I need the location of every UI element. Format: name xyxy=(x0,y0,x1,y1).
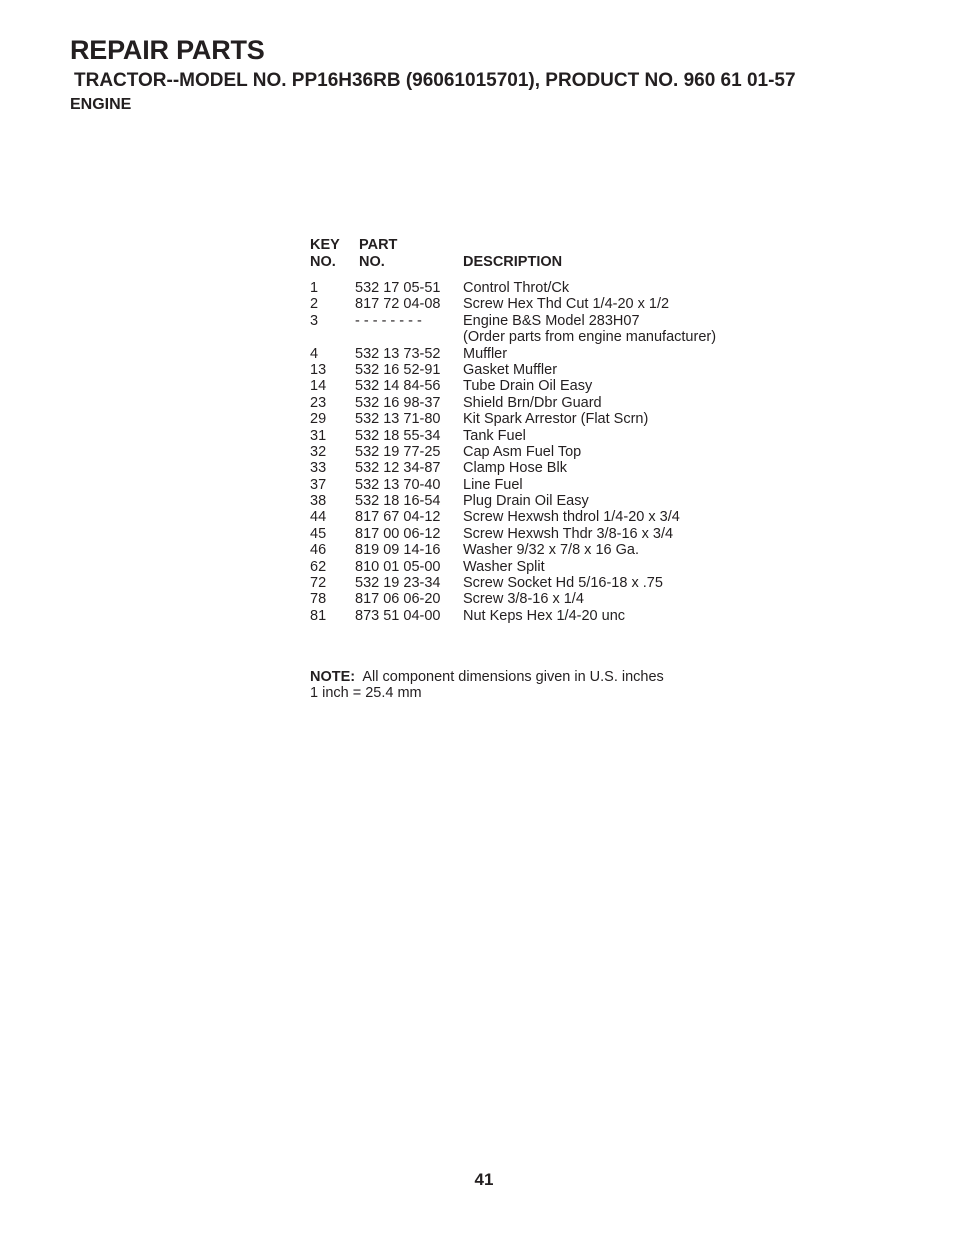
description-cell: Engine B&S Model 283H07 xyxy=(463,312,640,329)
key-cell: 72 xyxy=(310,575,327,592)
description-cell: Shield Brn/Dbr Guard xyxy=(463,394,602,411)
description-cell: Screw 3/8-16 x 1/4 xyxy=(463,591,584,608)
description-cell: Nut Keps Hex 1/4-20 unc xyxy=(463,607,626,624)
part-number-cell: 532 13 73-52 xyxy=(355,345,441,362)
section-title: ENGINE xyxy=(70,96,132,113)
part-number-cell: 532 13 71-80 xyxy=(355,411,441,428)
page-title: REPAIR PARTS xyxy=(70,35,265,65)
part-number-cell: 817 67 04-12 xyxy=(355,509,441,526)
part-number-cell: 532 16 98-37 xyxy=(355,394,441,411)
part-number-cell: 532 16 52-91 xyxy=(355,361,441,378)
key-cell: 31 xyxy=(310,427,327,444)
description-cell: Cap Asm Fuel Top xyxy=(463,443,582,460)
part-number-cell: 532 18 16-54 xyxy=(355,493,441,510)
description-cell: Screw Hexwsh Thdr 3/8-16 x 3/4 xyxy=(463,525,674,542)
key-cell: 13 xyxy=(310,361,327,378)
note-text: All component dimensions given in U.S. inches xyxy=(362,669,664,685)
description-cell: Kit Spark Arrestor (Flat Scrn) xyxy=(463,411,649,428)
part-number-cell: 817 00 06-12 xyxy=(355,525,441,542)
key-cell: 62 xyxy=(310,558,327,575)
description-cell: Washer 9/32 x 7/8 x 16 Ga. xyxy=(463,542,639,559)
part-number-cell: 532 17 05-51 xyxy=(355,280,441,296)
part-header-line1: PART xyxy=(359,237,398,253)
part-number-cell: 532 12 34-87 xyxy=(355,460,441,477)
description-cell: Screw Hex Thd Cut 1/4-20 x 1/2 xyxy=(463,296,670,313)
page-number: 41 xyxy=(474,1170,494,1189)
part-number-cell: 532 18 55-34 xyxy=(355,427,441,444)
description-cell: Clamp Hose Blk xyxy=(463,460,567,477)
key-cell: 81 xyxy=(310,607,327,624)
part-number-cell: 532 13 70-40 xyxy=(355,476,441,493)
key-cell: 33 xyxy=(310,460,327,477)
description-cell: Tube Drain Oil Easy xyxy=(463,378,593,395)
key-cell: 1 xyxy=(310,280,319,296)
key-cell: 23 xyxy=(310,394,327,411)
key-cell: 44 xyxy=(310,509,327,526)
key-cell: 45 xyxy=(310,525,327,542)
key-cell: 32 xyxy=(310,443,327,460)
part-number-cell: - - - - - - - - xyxy=(355,312,422,329)
part-number-cell: 532 14 84-56 xyxy=(355,378,441,395)
key-cell: 78 xyxy=(310,591,327,608)
key-cell: 29 xyxy=(310,411,327,428)
description-cell: Screw Socket Hd 5/16-18 x .75 xyxy=(463,575,663,592)
part-header-line2: NO. xyxy=(359,254,385,270)
description-cell: Tank Fuel xyxy=(463,427,526,444)
key-cell: 4 xyxy=(310,345,319,362)
key-cell: 46 xyxy=(310,542,327,559)
description-cell: Plug Drain Oil Easy xyxy=(463,493,589,510)
note-conversion: 1 inch = 25.4 mm xyxy=(310,685,422,702)
description-cell: (Order parts from engine manufacturer) xyxy=(463,329,717,346)
description-cell: Washer Split xyxy=(463,558,545,575)
description-header: DESCRIPTION xyxy=(463,254,563,270)
part-number-cell: 817 06 06-20 xyxy=(355,591,441,608)
description-cell: Muffler xyxy=(463,345,508,362)
part-number-cell: 532 19 77-25 xyxy=(355,443,441,460)
key-cell: 37 xyxy=(310,476,327,493)
key-header-line2: NO. xyxy=(310,254,336,270)
description-cell: Screw Hexwsh thdrol 1/4-20 x 3/4 xyxy=(463,509,680,526)
key-cell: 14 xyxy=(310,378,327,395)
part-number-cell: 532 19 23-34 xyxy=(355,575,441,592)
part-number-cell: 817 72 04-08 xyxy=(355,296,441,313)
description-cell: Line Fuel xyxy=(463,476,523,493)
description-cell: Control Throt/Ck xyxy=(463,280,570,296)
note-line xyxy=(310,669,664,685)
note-label: NOTE: xyxy=(310,669,356,685)
key-cell: 2 xyxy=(310,296,319,313)
key-header-line1: KEY xyxy=(310,237,340,253)
key-cell: 3 xyxy=(310,312,319,329)
key-cell: 38 xyxy=(310,493,327,510)
part-number-cell: 873 51 04-00 xyxy=(355,607,441,624)
part-number-cell: 810 01 05-00 xyxy=(355,558,441,575)
part-number-cell: 819 09 14-16 xyxy=(355,542,441,559)
dimension-note xyxy=(310,669,664,702)
model-subtitle: TRACTOR--MODEL NO. PP16H36RB (96061015701), PRODUCT NO. 960 61 01-57 xyxy=(74,70,796,91)
description-cell: Gasket Muffler xyxy=(463,361,558,378)
